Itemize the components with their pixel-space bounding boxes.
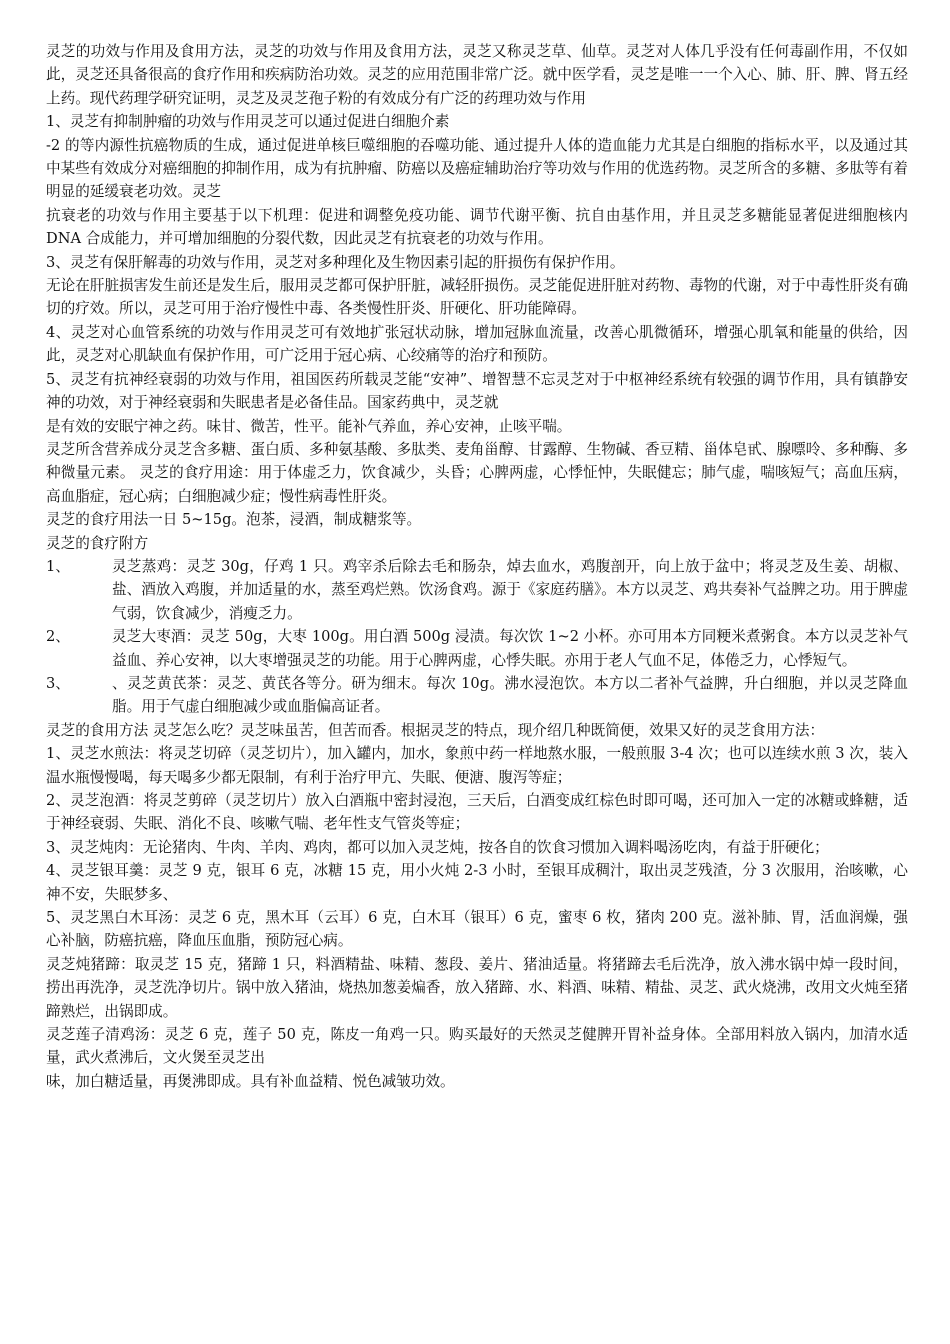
document-page (46, 40, 908, 1093)
dosage-paragraph: 灵芝的食疗用法一日 5~15g。泡茶，浸酒，制成糖浆等。 (46, 511, 422, 529)
recipe-item (46, 555, 908, 625)
nutrition-paragraph: 灵芝所含营养成分灵芝含多糖、蛋白质、多种氨基酸、多肽类、麦角甾醇、甘露醇、生物碱、香豆精、甾体皂甙、腺嘌呤、多种酶、多种微量元素。 灵芝的食疗用途：用于体虚乏力，饮食减少，头昏；心脾两虚，心悸怔忡，失眠健忘；肺气虚，喘咳短气；高血压病，高血脂症，冠心病；白细胞减少症；慢性病毒性肝炎。 (46, 440, 908, 505)
eating-methods-intro: 灵芝的食用方法 灵芝怎么吃？灵芝味虽苦，但苦而香。根据灵芝的特点，现介绍几种既简便，效果又好的灵芝食用方法： (46, 721, 825, 739)
recipe-item (46, 625, 908, 672)
recipe-text: 灵芝蒸鸡：灵芝 30g，仔鸡 1 只。鸡宰杀后除去毛和肠杂，焯去血水，鸡腹剖开，向上放于盆中；将灵芝及生姜、胡椒、盐、酒放入鸡腹，并加适量的水，蒸至鸡烂熟。饮汤食鸡。源于《家庭药膳》。本方以灵芝、鸡共奏补气益脾之功。用于脾虚气弱，饮食减少，消瘦乏力。 (112, 557, 908, 622)
effect-5-continued: 是有效的安眠宁神之药。味甘、微苦，性平。能补气养血，养心安神，止咳平喘。 (46, 417, 572, 435)
recipe-item (46, 672, 908, 719)
recipe-number: 2、 (46, 628, 70, 646)
effect-3-body: 无论在肝脏损害发生前还是发生后，服用灵芝都可保护肝脏，减轻肝损伤。灵芝能促进肝脏对药物、毒物的代谢，对于中毒性肝炎有确切的疗效。所以，灵芝可用于治疗慢性中毒、各类慢性肝炎、肝硬化、肝功能障碍。 (46, 277, 908, 318)
method-4-paragraph: 4、灵芝银耳羹：灵芝 9 克，银耳 6 克，冰糖 15 克，用小火炖 2-3 小时，至银耳成稠汁，取出灵芝残渣，分 3 次服用，治咳嗽，心神不安，失眠梦多、 (46, 862, 908, 903)
method-1-paragraph: 1、灵芝水煎法：将灵芝切碎（灵芝切片），加入罐内，加水，象煎中药一样地熬水服，一般煎服 3-4 次；也可以连续水煎 3 次，装入温水瓶慢慢喝，每天喝多少都无限制，有利于治疗甲亢、失眠、便溏、腹泻等症； (46, 745, 908, 786)
pig-trotter-paragraph: 灵芝炖猪蹄：取灵芝 15 克，猪蹄 1 只，料酒精盐、味精、葱段、姜片、猪油适量。将猪蹄去毛后洗净，放入沸水锅中焯一段时间，捞出再洗净，灵芝洗净切片。锅中放入猪油，烧热加葱姜煸香，放入猪蹄、水、料酒、味精、精盐、灵芝、武火烧沸，改用文火炖至猪蹄熟烂，出锅即成。 (46, 955, 908, 1020)
lotus-chicken-continued: 味，加白糖适量，再煲沸即成。具有补血益精、悦色减皱功效。 (46, 1072, 455, 1090)
recipes-heading: 灵芝的食疗附方 (46, 534, 149, 552)
intro-paragraph: 灵芝的功效与作用及食用方法，灵芝的功效与作用及食用方法，灵芝又称灵芝草、仙草。灵芝对人体几乎没有任何毒副作用，不仅如此，灵芝还具备很高的食疗作用和疾病防治功效。灵芝的应用范围非常广泛。就中医学看，灵芝是唯一一个入心、肺、肝、脾、肾五经上药。现代药理学研究证明，灵芝及灵芝孢子粉的有效成分有广泛的药理功效与作用 (46, 43, 908, 107)
effect-1-heading: 1、灵芝有抑制肿瘤的功效与作用灵芝可以通过促进白细胞介素 (46, 113, 450, 131)
recipe-text: 、灵芝黄芪茶：灵芝、黄芪各等分。研为细末。每次 10g。沸水浸泡饮。本方以二者补气益脾，升白细胞，并以灵芝降血脂。用于气虚白细胞减少或血脂偏高证者。 (112, 674, 908, 716)
effect-5-paragraph: 5、灵芝有抗神经衰弱的功效与作用，祖国医药所载灵芝能“安神”、增智慧不忘灵芝对于中枢神经系统有较强的调节作用，具有镇静安神的功效，对于神经衰弱和失眠患者是必备佳品。国家药典中，灵芝就 (46, 370, 908, 412)
effect-3-heading: 3、灵芝有保肝解毒的功效与作用，灵芝对多种理化及生物因素引起的肝损伤有保护作用。 (46, 253, 625, 271)
effect-4-paragraph: 4、灵芝对心血管系统的功效与作用灵芝可有效地扩张冠状动脉，增加冠脉血流量，改善心肌微循环，增强心肌氧和能量的供给，因此，灵芝对心肌缺血有保护作用，可广泛用于冠心病、心绞痛等的治疗和预防。 (46, 323, 908, 365)
recipe-number: 1、 (46, 557, 70, 575)
recipe-number: 3、 (46, 674, 70, 692)
method-2-paragraph: 2、灵芝泡酒：将灵芝剪碎（灵芝切片）放入白酒瓶中密封浸泡，三天后，白酒变成红棕色时即可喝，还可加入一定的冰糖或蜂糖，适于神经衰弱、失眠、消化不良、咳嗽气喘、老年性支气管炎等症； (46, 792, 908, 833)
method-5-paragraph: 5、灵芝黑白木耳汤：灵芝 6 克，黑木耳（云耳）6 克，白木耳（银耳）6 克，蜜枣 6 枚，猪肉 200 克。滋补肺、胃，活血润燥，强心补脑，防癌抗癌，降血压血脂，预防冠心病。 (46, 909, 908, 950)
method-3-paragraph: 3、灵芝炖肉：无论猪肉、牛肉、羊肉、鸡肉，都可以加入灵芝炖，按各自的饮食习惯加入调料喝汤吃肉，有益于肝硬化； (46, 838, 829, 856)
lotus-chicken-paragraph: 灵芝莲子清鸡汤：灵芝 6 克，莲子 50 克，陈皮一角鸡一只。购买最好的天然灵芝健脾开胃补益身体。全部用料放入锅内，加清水适量，武火煮沸后，文火煲至灵芝出 (46, 1026, 908, 1067)
anti-aging-paragraph: 抗衰老的功效与作用主要基于以下机理：促进和调整免疫功能、调节代谢平衡、抗自由基作用，并且灵芝多糖能显著促进细胞核内 DNA 合成能力，并可增加细胞的分裂代数，因此灵芝有抗衰老的功效与作用。 (46, 206, 908, 248)
recipe-text: 灵芝大枣酒：灵芝 50g，大枣 100g。用白酒 500g 浸渍。每次饮 1~2 小杯。亦可用本方同粳米煮粥食。本方以灵芝补气益血、养心安神，以大枣增强灵芝的功能。用于心脾两虚，心悸失眠。亦用于老人气血不足，体倦乏力，心悸短气。 (112, 628, 908, 669)
effect-1-body: -2 的等内源性抗癌物质的生成，通过促进单核巨噬细胞的吞噬功能、通过提升人体的造血能力尤其是白细胞的指标水平，以及通过其中某些有效成分对癌细胞的抑制作用，成为有抗肿瘤、防癌以及癌症辅助治疗等功效与作用的优选药物。灵芝所含的多糖、多肽等有着明显的延缓衰老功效。灵芝 (46, 136, 908, 201)
